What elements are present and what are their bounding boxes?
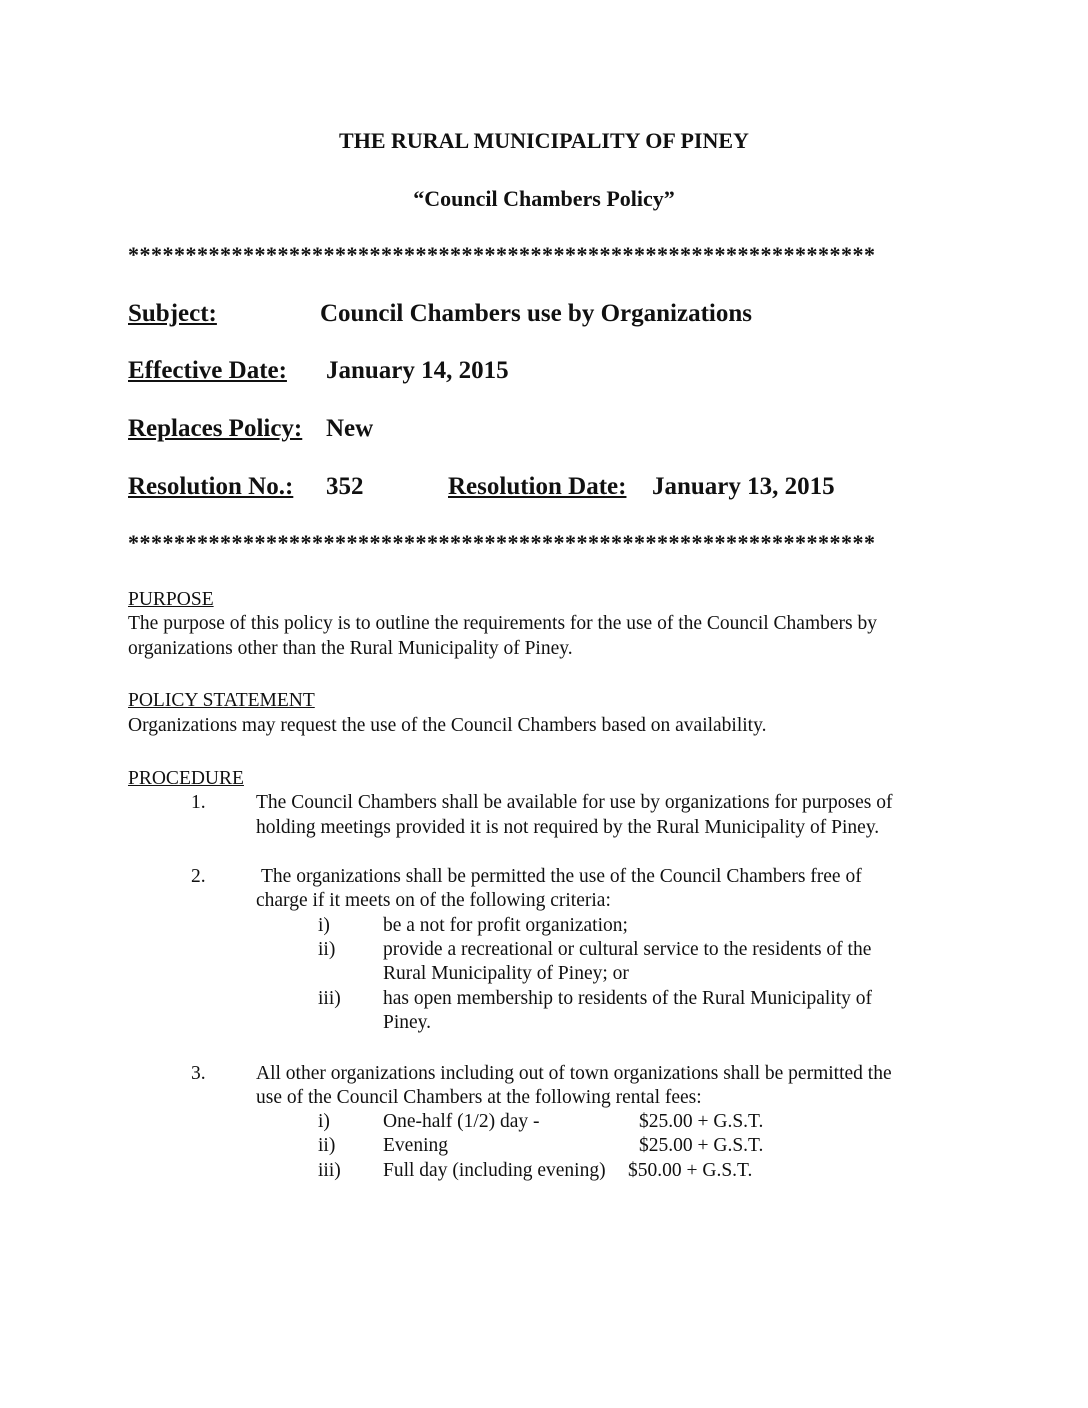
fee-number: i) (318, 1111, 330, 1132)
policy-statement-heading: POLICY STATEMENT (128, 690, 315, 711)
procedure-item-number: 1. (191, 792, 206, 813)
fee-amount: $25.00 + G.S.T. (639, 1111, 764, 1132)
fee-label: Evening (383, 1135, 448, 1156)
resolution-no-label: Resolution No.: (128, 473, 294, 500)
fee-label: One-half (1/2) day - (383, 1111, 540, 1132)
policy-statement-text: Organizations may request the use of the Council Chambers based on availability. (128, 715, 767, 736)
procedure-heading: PROCEDURE (128, 768, 244, 789)
fee-number: iii) (318, 1160, 341, 1181)
procedure-item-text-line: The organizations shall be permitted the use of the Council Chambers free of (261, 866, 862, 887)
procedure-item-number: 3. (191, 1063, 206, 1084)
criteria-number: i) (318, 915, 330, 936)
purpose-text-line: The purpose of this policy is to outline the requirements for the use of the Council Chambers by (128, 613, 877, 634)
policy-name: “Council Chambers Policy” (413, 186, 675, 211)
procedure-item-text-line: All other organizations including out of town organizations shall be permitted the (256, 1063, 892, 1084)
star-divider-bottom: ***************************************************************** (128, 530, 876, 555)
effective-date-label: Effective Date: (128, 357, 287, 384)
resolution-no-value: 352 (326, 473, 364, 500)
replaces-policy-label: Replaces Policy: (128, 415, 303, 442)
procedure-item-text-line: use of the Council Chambers at the following rental fees: (256, 1087, 702, 1108)
criteria-text-line: has open membership to residents of the Rural Municipality of (383, 988, 873, 1009)
criteria-text-line: Rural Municipality of Piney; or (383, 963, 629, 984)
fee-amount: $50.00 + G.S.T. (628, 1160, 753, 1181)
procedure-item-text-line: holding meetings provided it is not required by the Rural Municipality of Piney. (256, 817, 880, 838)
resolution-date-value: January 13, 2015 (652, 473, 835, 500)
criteria-text-line: provide a recreational or cultural service to the residents of the (383, 939, 872, 960)
star-divider-top: ***************************************************************** (128, 242, 876, 267)
procedure-item-text-line: The Council Chambers shall be available for use by organizations for purposes of (256, 792, 893, 813)
fee-number: ii) (318, 1135, 336, 1156)
resolution-date-label: Resolution Date: (448, 473, 627, 500)
subject-label: Subject: (128, 300, 217, 327)
page-title: THE RURAL MUNICIPALITY OF PINEY (339, 128, 749, 153)
subject-value: Council Chambers use by Organizations (320, 300, 752, 327)
criteria-text-line: be a not for profit organization; (383, 915, 628, 936)
purpose-heading: PURPOSE (128, 589, 214, 610)
purpose-text-line: organizations other than the Rural Municipality of Piney. (128, 638, 573, 659)
procedure-item-text-line: charge if it meets on of the following criteria: (256, 890, 611, 911)
criteria-number: ii) (318, 939, 336, 960)
procedure-item-number: 2. (191, 866, 206, 887)
criteria-number: iii) (318, 988, 341, 1009)
replaces-policy-value: New (326, 415, 374, 442)
criteria-text-line: Piney. (383, 1012, 432, 1033)
fee-amount: $25.00 + G.S.T. (639, 1135, 764, 1156)
fee-label: Full day (including evening) (383, 1160, 606, 1181)
effective-date-value: January 14, 2015 (326, 357, 509, 384)
